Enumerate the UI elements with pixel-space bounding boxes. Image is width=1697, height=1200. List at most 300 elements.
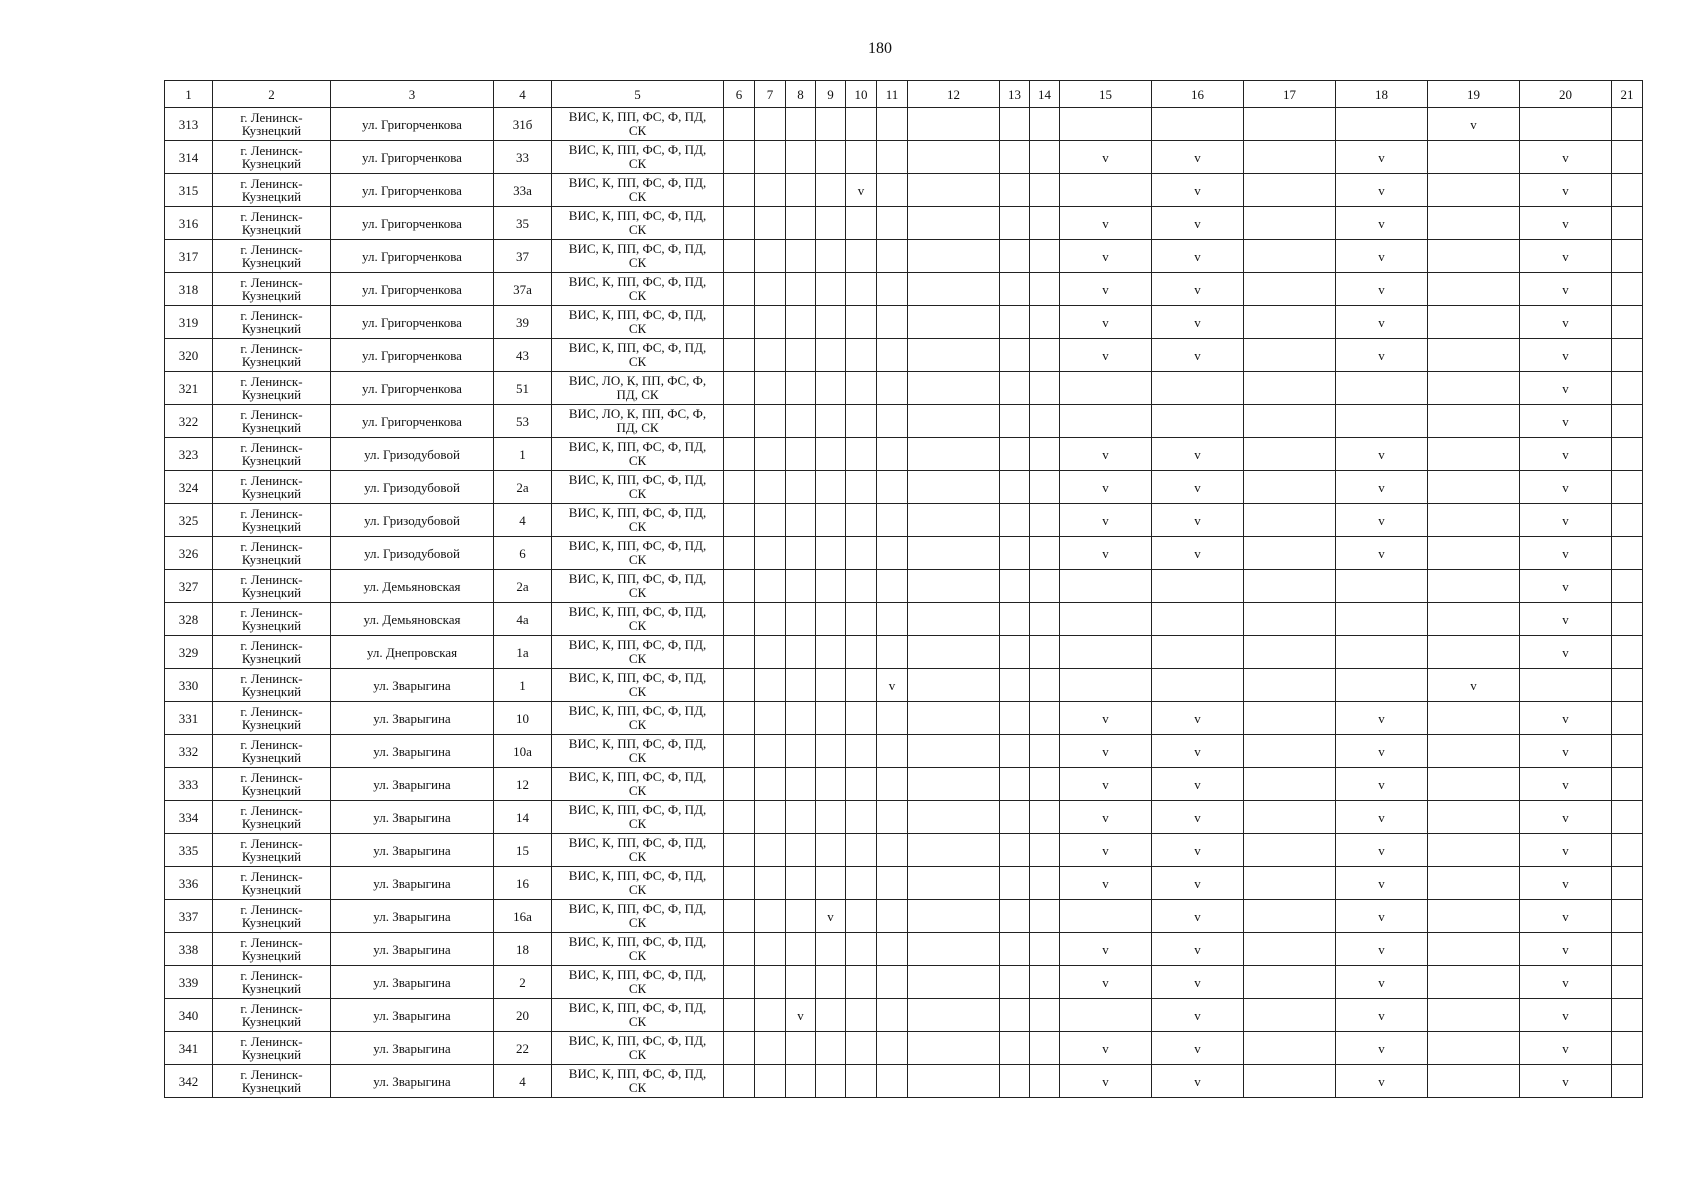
mark-cell: v xyxy=(1152,834,1244,867)
mark-cell xyxy=(908,603,1000,636)
mark-cell xyxy=(1244,702,1336,735)
mark-cell xyxy=(1244,966,1336,999)
house-number-cell: 1 xyxy=(494,438,552,471)
mark-cell xyxy=(724,1065,755,1098)
work-types-cell xyxy=(552,999,724,1032)
mark-cell xyxy=(877,108,908,141)
mark-cell: v xyxy=(1336,933,1428,966)
registry-table xyxy=(164,80,1643,1098)
header-row xyxy=(165,81,1643,108)
city-line: Кузнецкий xyxy=(241,552,302,567)
mark-cell: v xyxy=(1152,933,1244,966)
mark-cell xyxy=(908,240,1000,273)
mark-cell xyxy=(1428,867,1520,900)
mark-cell xyxy=(786,240,816,273)
work-types-line: ВИС, К, ПП, ФС, Ф, ПД, xyxy=(568,109,707,124)
work-types-line: СК xyxy=(628,354,647,369)
mark-cell xyxy=(786,207,816,240)
work-types-line: ВИС, К, ПП, ФС, Ф, ПД, xyxy=(568,901,707,916)
city-line: Кузнецкий xyxy=(241,255,302,270)
table-row xyxy=(165,570,1643,603)
mark-cell xyxy=(1000,702,1030,735)
mark-cell: v xyxy=(1152,999,1244,1032)
mark-cell xyxy=(755,108,786,141)
mark-cell xyxy=(724,108,755,141)
mark-cell xyxy=(1612,438,1643,471)
work-types-line: ВИС, К, ПП, ФС, Ф, ПД, xyxy=(568,439,707,454)
city-line: Кузнецкий xyxy=(241,783,302,798)
mark-cell xyxy=(786,438,816,471)
city-cell xyxy=(213,174,331,207)
mark-cell xyxy=(724,1032,755,1065)
mark-cell xyxy=(1612,669,1643,702)
street-cell: ул. Зварыгина xyxy=(331,735,494,768)
mark-cell xyxy=(877,834,908,867)
mark-cell: v xyxy=(1336,702,1428,735)
mark-cell xyxy=(1428,570,1520,603)
mark-cell xyxy=(908,537,1000,570)
mark-cell xyxy=(1030,933,1060,966)
city-line: г. Ленинск- xyxy=(240,341,303,356)
mark-cell xyxy=(1030,669,1060,702)
mark-cell xyxy=(1612,273,1643,306)
mark-cell: v xyxy=(1152,207,1244,240)
mark-cell xyxy=(1152,405,1244,438)
mark-cell: v xyxy=(1520,405,1612,438)
work-types-cell xyxy=(552,933,724,966)
row-number-cell: 334 xyxy=(165,801,213,834)
mark-cell xyxy=(908,999,1000,1032)
mark-cell xyxy=(1244,405,1336,438)
mark-cell xyxy=(755,1032,786,1065)
mark-cell: v xyxy=(1520,504,1612,537)
mark-cell xyxy=(908,372,1000,405)
mark-cell xyxy=(786,834,816,867)
mark-cell xyxy=(877,537,908,570)
mark-cell xyxy=(846,801,877,834)
mark-cell xyxy=(786,867,816,900)
mark-cell xyxy=(908,669,1000,702)
mark-cell xyxy=(786,174,816,207)
mark-cell: v xyxy=(1336,735,1428,768)
mark-cell xyxy=(1612,636,1643,669)
mark-cell xyxy=(846,570,877,603)
row-number-cell: 340 xyxy=(165,999,213,1032)
mark-cell xyxy=(816,207,846,240)
mark-cell: v xyxy=(1336,999,1428,1032)
mark-cell xyxy=(1336,669,1428,702)
mark-cell xyxy=(1428,702,1520,735)
mark-cell xyxy=(846,141,877,174)
column-header: 8 xyxy=(786,81,816,108)
city-line: Кузнецкий xyxy=(241,981,302,996)
mark-cell: v xyxy=(1060,207,1152,240)
street-cell: ул. Зварыгина xyxy=(331,999,494,1032)
work-types-cell xyxy=(552,1065,724,1098)
mark-cell: v xyxy=(1060,537,1152,570)
mark-cell xyxy=(877,1032,908,1065)
street-cell: ул. Зварыгина xyxy=(331,1032,494,1065)
city-line: г. Ленинск- xyxy=(240,506,303,521)
city-line: г. Ленинск- xyxy=(240,176,303,191)
mark-cell: v xyxy=(1336,306,1428,339)
mark-cell xyxy=(1030,537,1060,570)
mark-cell: v xyxy=(1152,438,1244,471)
city-cell xyxy=(213,570,331,603)
mark-cell xyxy=(877,141,908,174)
mark-cell: v xyxy=(877,669,908,702)
mark-cell xyxy=(755,537,786,570)
house-number-cell: 6 xyxy=(494,537,552,570)
work-types-line: ВИС, К, ПП, ФС, Ф, ПД, xyxy=(568,802,707,817)
mark-cell: v xyxy=(1060,801,1152,834)
mark-cell xyxy=(786,669,816,702)
mark-cell xyxy=(816,504,846,537)
row-number-cell: 325 xyxy=(165,504,213,537)
mark-cell xyxy=(816,570,846,603)
mark-cell xyxy=(846,504,877,537)
row-number-cell: 314 xyxy=(165,141,213,174)
mark-cell xyxy=(724,636,755,669)
mark-cell xyxy=(908,702,1000,735)
mark-cell xyxy=(755,372,786,405)
row-number-cell: 330 xyxy=(165,669,213,702)
row-number-cell: 331 xyxy=(165,702,213,735)
mark-cell xyxy=(1336,405,1428,438)
mark-cell xyxy=(846,1032,877,1065)
column-header: 18 xyxy=(1336,81,1428,108)
city-line: г. Ленинск- xyxy=(240,110,303,125)
work-types-cell xyxy=(552,240,724,273)
mark-cell xyxy=(908,174,1000,207)
work-types-cell xyxy=(552,372,724,405)
row-number-cell: 341 xyxy=(165,1032,213,1065)
mark-cell xyxy=(816,405,846,438)
mark-cell: v xyxy=(1336,207,1428,240)
street-cell: ул. Гризодубовой xyxy=(331,471,494,504)
mark-cell xyxy=(1244,834,1336,867)
city-line: г. Ленинск- xyxy=(240,605,303,620)
city-line: г. Ленинск- xyxy=(240,407,303,422)
house-number-cell: 4 xyxy=(494,1065,552,1098)
table-row xyxy=(165,801,1643,834)
mark-cell xyxy=(1152,636,1244,669)
city-line: Кузнецкий xyxy=(241,915,302,930)
mark-cell xyxy=(908,471,1000,504)
mark-cell xyxy=(724,438,755,471)
mark-cell: v xyxy=(1520,1032,1612,1065)
work-types-line: СК xyxy=(628,486,647,501)
work-types-cell xyxy=(552,768,724,801)
city-cell xyxy=(213,207,331,240)
mark-cell xyxy=(816,372,846,405)
city-line: г. Ленинск- xyxy=(240,869,303,884)
mark-cell: v xyxy=(1336,438,1428,471)
mark-cell: v xyxy=(1152,801,1244,834)
mark-cell xyxy=(1000,801,1030,834)
work-types-line: ПД, СК xyxy=(616,420,659,435)
mark-cell xyxy=(786,933,816,966)
mark-cell xyxy=(1336,108,1428,141)
work-types-cell xyxy=(552,801,724,834)
work-types-cell xyxy=(552,504,724,537)
mark-cell xyxy=(846,273,877,306)
work-types-line: СК xyxy=(628,156,647,171)
street-cell: ул. Григорченкова xyxy=(331,108,494,141)
house-number-cell: 22 xyxy=(494,1032,552,1065)
mark-cell: v xyxy=(1152,174,1244,207)
mark-cell xyxy=(846,966,877,999)
mark-cell xyxy=(877,273,908,306)
mark-cell xyxy=(755,669,786,702)
mark-cell xyxy=(724,867,755,900)
mark-cell xyxy=(846,471,877,504)
mark-cell xyxy=(1244,306,1336,339)
mark-cell xyxy=(816,801,846,834)
column-header: 5 xyxy=(552,81,724,108)
mark-cell xyxy=(724,141,755,174)
mark-cell xyxy=(724,933,755,966)
mark-cell xyxy=(1612,900,1643,933)
city-line: Кузнецкий xyxy=(241,222,302,237)
city-line: Кузнецкий xyxy=(241,288,302,303)
mark-cell xyxy=(1244,636,1336,669)
mark-cell: v xyxy=(1336,273,1428,306)
mark-cell xyxy=(1030,405,1060,438)
work-types-cell xyxy=(552,306,724,339)
mark-cell: v xyxy=(1060,702,1152,735)
mark-cell xyxy=(1244,570,1336,603)
mark-cell xyxy=(755,966,786,999)
city-cell xyxy=(213,1032,331,1065)
city-line: Кузнецкий xyxy=(241,321,302,336)
table-row xyxy=(165,933,1643,966)
mark-cell xyxy=(816,273,846,306)
mark-cell xyxy=(1428,207,1520,240)
mark-cell xyxy=(908,801,1000,834)
mark-cell: v xyxy=(1520,966,1612,999)
column-header: 20 xyxy=(1520,81,1612,108)
mark-cell xyxy=(1428,240,1520,273)
mark-cell xyxy=(1612,867,1643,900)
mark-cell xyxy=(755,306,786,339)
mark-cell xyxy=(1000,735,1030,768)
mark-cell xyxy=(816,669,846,702)
mark-cell xyxy=(1030,999,1060,1032)
mark-cell xyxy=(1520,669,1612,702)
house-number-cell: 43 xyxy=(494,339,552,372)
city-cell xyxy=(213,933,331,966)
mark-cell xyxy=(816,339,846,372)
mark-cell: v xyxy=(1152,273,1244,306)
mark-cell: v xyxy=(1336,1065,1428,1098)
mark-cell: v xyxy=(1060,867,1152,900)
mark-cell: v xyxy=(1336,900,1428,933)
mark-cell xyxy=(724,339,755,372)
city-line: г. Ленинск- xyxy=(240,770,303,785)
table-row xyxy=(165,174,1643,207)
mark-cell xyxy=(816,438,846,471)
house-number-cell: 2а xyxy=(494,471,552,504)
work-types-line: СК xyxy=(628,519,647,534)
mark-cell xyxy=(1030,372,1060,405)
house-number-cell: 53 xyxy=(494,405,552,438)
house-number-cell: 1 xyxy=(494,669,552,702)
column-header: 15 xyxy=(1060,81,1152,108)
street-cell: ул. Днепровская xyxy=(331,636,494,669)
house-number-cell: 2а xyxy=(494,570,552,603)
mark-cell: v xyxy=(816,900,846,933)
mark-cell xyxy=(816,240,846,273)
row-number-cell: 321 xyxy=(165,372,213,405)
mark-cell xyxy=(1000,207,1030,240)
mark-cell xyxy=(755,570,786,603)
table-row xyxy=(165,603,1643,636)
mark-cell xyxy=(1060,669,1152,702)
mark-cell xyxy=(1000,372,1030,405)
mark-cell xyxy=(816,867,846,900)
column-header: 9 xyxy=(816,81,846,108)
mark-cell xyxy=(816,768,846,801)
mark-cell xyxy=(1244,768,1336,801)
mark-cell xyxy=(1030,240,1060,273)
mark-cell xyxy=(1612,1065,1643,1098)
street-cell: ул. Зварыгина xyxy=(331,702,494,735)
mark-cell xyxy=(1428,834,1520,867)
city-line: Кузнецкий xyxy=(241,354,302,369)
mark-cell xyxy=(1000,933,1030,966)
mark-cell: v xyxy=(1336,867,1428,900)
mark-cell xyxy=(786,603,816,636)
column-header: 10 xyxy=(846,81,877,108)
mark-cell xyxy=(1000,834,1030,867)
mark-cell xyxy=(1244,1032,1336,1065)
city-cell xyxy=(213,372,331,405)
table-row xyxy=(165,966,1643,999)
city-line: Кузнецкий xyxy=(241,717,302,732)
row-number-cell: 315 xyxy=(165,174,213,207)
mark-cell xyxy=(786,702,816,735)
row-number-cell: 338 xyxy=(165,933,213,966)
mark-cell xyxy=(1060,108,1152,141)
mark-cell xyxy=(877,207,908,240)
table-row xyxy=(165,735,1643,768)
mark-cell xyxy=(786,768,816,801)
city-line: Кузнецкий xyxy=(241,453,302,468)
table-row xyxy=(165,405,1643,438)
mark-cell xyxy=(755,240,786,273)
work-types-line: ВИС, К, ПП, ФС, Ф, ПД, xyxy=(568,175,707,190)
work-types-cell xyxy=(552,405,724,438)
house-number-cell: 10 xyxy=(494,702,552,735)
row-number-cell: 316 xyxy=(165,207,213,240)
mark-cell xyxy=(724,570,755,603)
mark-cell xyxy=(786,504,816,537)
row-number-cell: 339 xyxy=(165,966,213,999)
city-cell xyxy=(213,438,331,471)
work-types-line: ВИС, ЛО, К, ПП, ФС, Ф, xyxy=(568,406,707,421)
mark-cell xyxy=(846,108,877,141)
mark-cell xyxy=(755,273,786,306)
work-types-line: СК xyxy=(628,222,647,237)
mark-cell xyxy=(1612,504,1643,537)
mark-cell xyxy=(755,504,786,537)
table-row xyxy=(165,339,1643,372)
mark-cell xyxy=(816,702,846,735)
table-row xyxy=(165,768,1643,801)
mark-cell xyxy=(1520,108,1612,141)
table-row xyxy=(165,372,1643,405)
mark-cell xyxy=(1244,372,1336,405)
mark-cell xyxy=(755,702,786,735)
mark-cell xyxy=(846,537,877,570)
street-cell: ул. Зварыгина xyxy=(331,966,494,999)
work-types-line: ВИС, К, ПП, ФС, Ф, ПД, xyxy=(568,208,707,223)
work-types-line: СК xyxy=(628,717,647,732)
street-cell: ул. Зварыгина xyxy=(331,867,494,900)
mark-cell xyxy=(786,900,816,933)
mark-cell xyxy=(1060,999,1152,1032)
row-number-cell: 342 xyxy=(165,1065,213,1098)
mark-cell: v xyxy=(1060,1032,1152,1065)
work-types-line: СК xyxy=(628,948,647,963)
mark-cell xyxy=(1336,570,1428,603)
mark-cell xyxy=(724,801,755,834)
street-cell: ул. Григорченкова xyxy=(331,339,494,372)
work-types-line: ВИС, К, ПП, ФС, Ф, ПД, xyxy=(568,274,707,289)
mark-cell xyxy=(786,306,816,339)
mark-cell: v xyxy=(1520,306,1612,339)
house-number-cell: 16а xyxy=(494,900,552,933)
city-cell xyxy=(213,834,331,867)
mark-cell xyxy=(755,933,786,966)
mark-cell: v xyxy=(1520,702,1612,735)
mark-cell xyxy=(755,834,786,867)
work-types-line: ВИС, К, ПП, ФС, Ф, ПД, xyxy=(568,142,707,157)
street-cell: ул. Григорченкова xyxy=(331,207,494,240)
mark-cell xyxy=(908,834,1000,867)
mark-cell xyxy=(1428,735,1520,768)
column-header: 11 xyxy=(877,81,908,108)
house-number-cell: 35 xyxy=(494,207,552,240)
mark-cell: v xyxy=(1060,834,1152,867)
work-types-cell xyxy=(552,471,724,504)
work-types-line: СК xyxy=(628,981,647,996)
mark-cell xyxy=(1428,900,1520,933)
mark-cell xyxy=(846,1065,877,1098)
column-header: 1 xyxy=(165,81,213,108)
mark-cell xyxy=(1428,966,1520,999)
mark-cell xyxy=(1030,801,1060,834)
mark-cell xyxy=(1612,801,1643,834)
work-types-line: ВИС, К, ПП, ФС, Ф, ПД, xyxy=(568,736,707,751)
city-line: Кузнецкий xyxy=(241,882,302,897)
mark-cell: v xyxy=(846,174,877,207)
mark-cell xyxy=(816,966,846,999)
mark-cell xyxy=(1030,900,1060,933)
work-types-cell xyxy=(552,669,724,702)
work-types-line: ВИС, К, ПП, ФС, Ф, ПД, xyxy=(568,967,707,982)
city-cell xyxy=(213,867,331,900)
mark-cell xyxy=(1030,471,1060,504)
mark-cell xyxy=(816,834,846,867)
mark-cell xyxy=(1000,966,1030,999)
city-line: г. Ленинск- xyxy=(240,143,303,158)
table-body xyxy=(165,108,1643,1098)
mark-cell xyxy=(1612,702,1643,735)
mark-cell xyxy=(846,207,877,240)
city-cell xyxy=(213,141,331,174)
